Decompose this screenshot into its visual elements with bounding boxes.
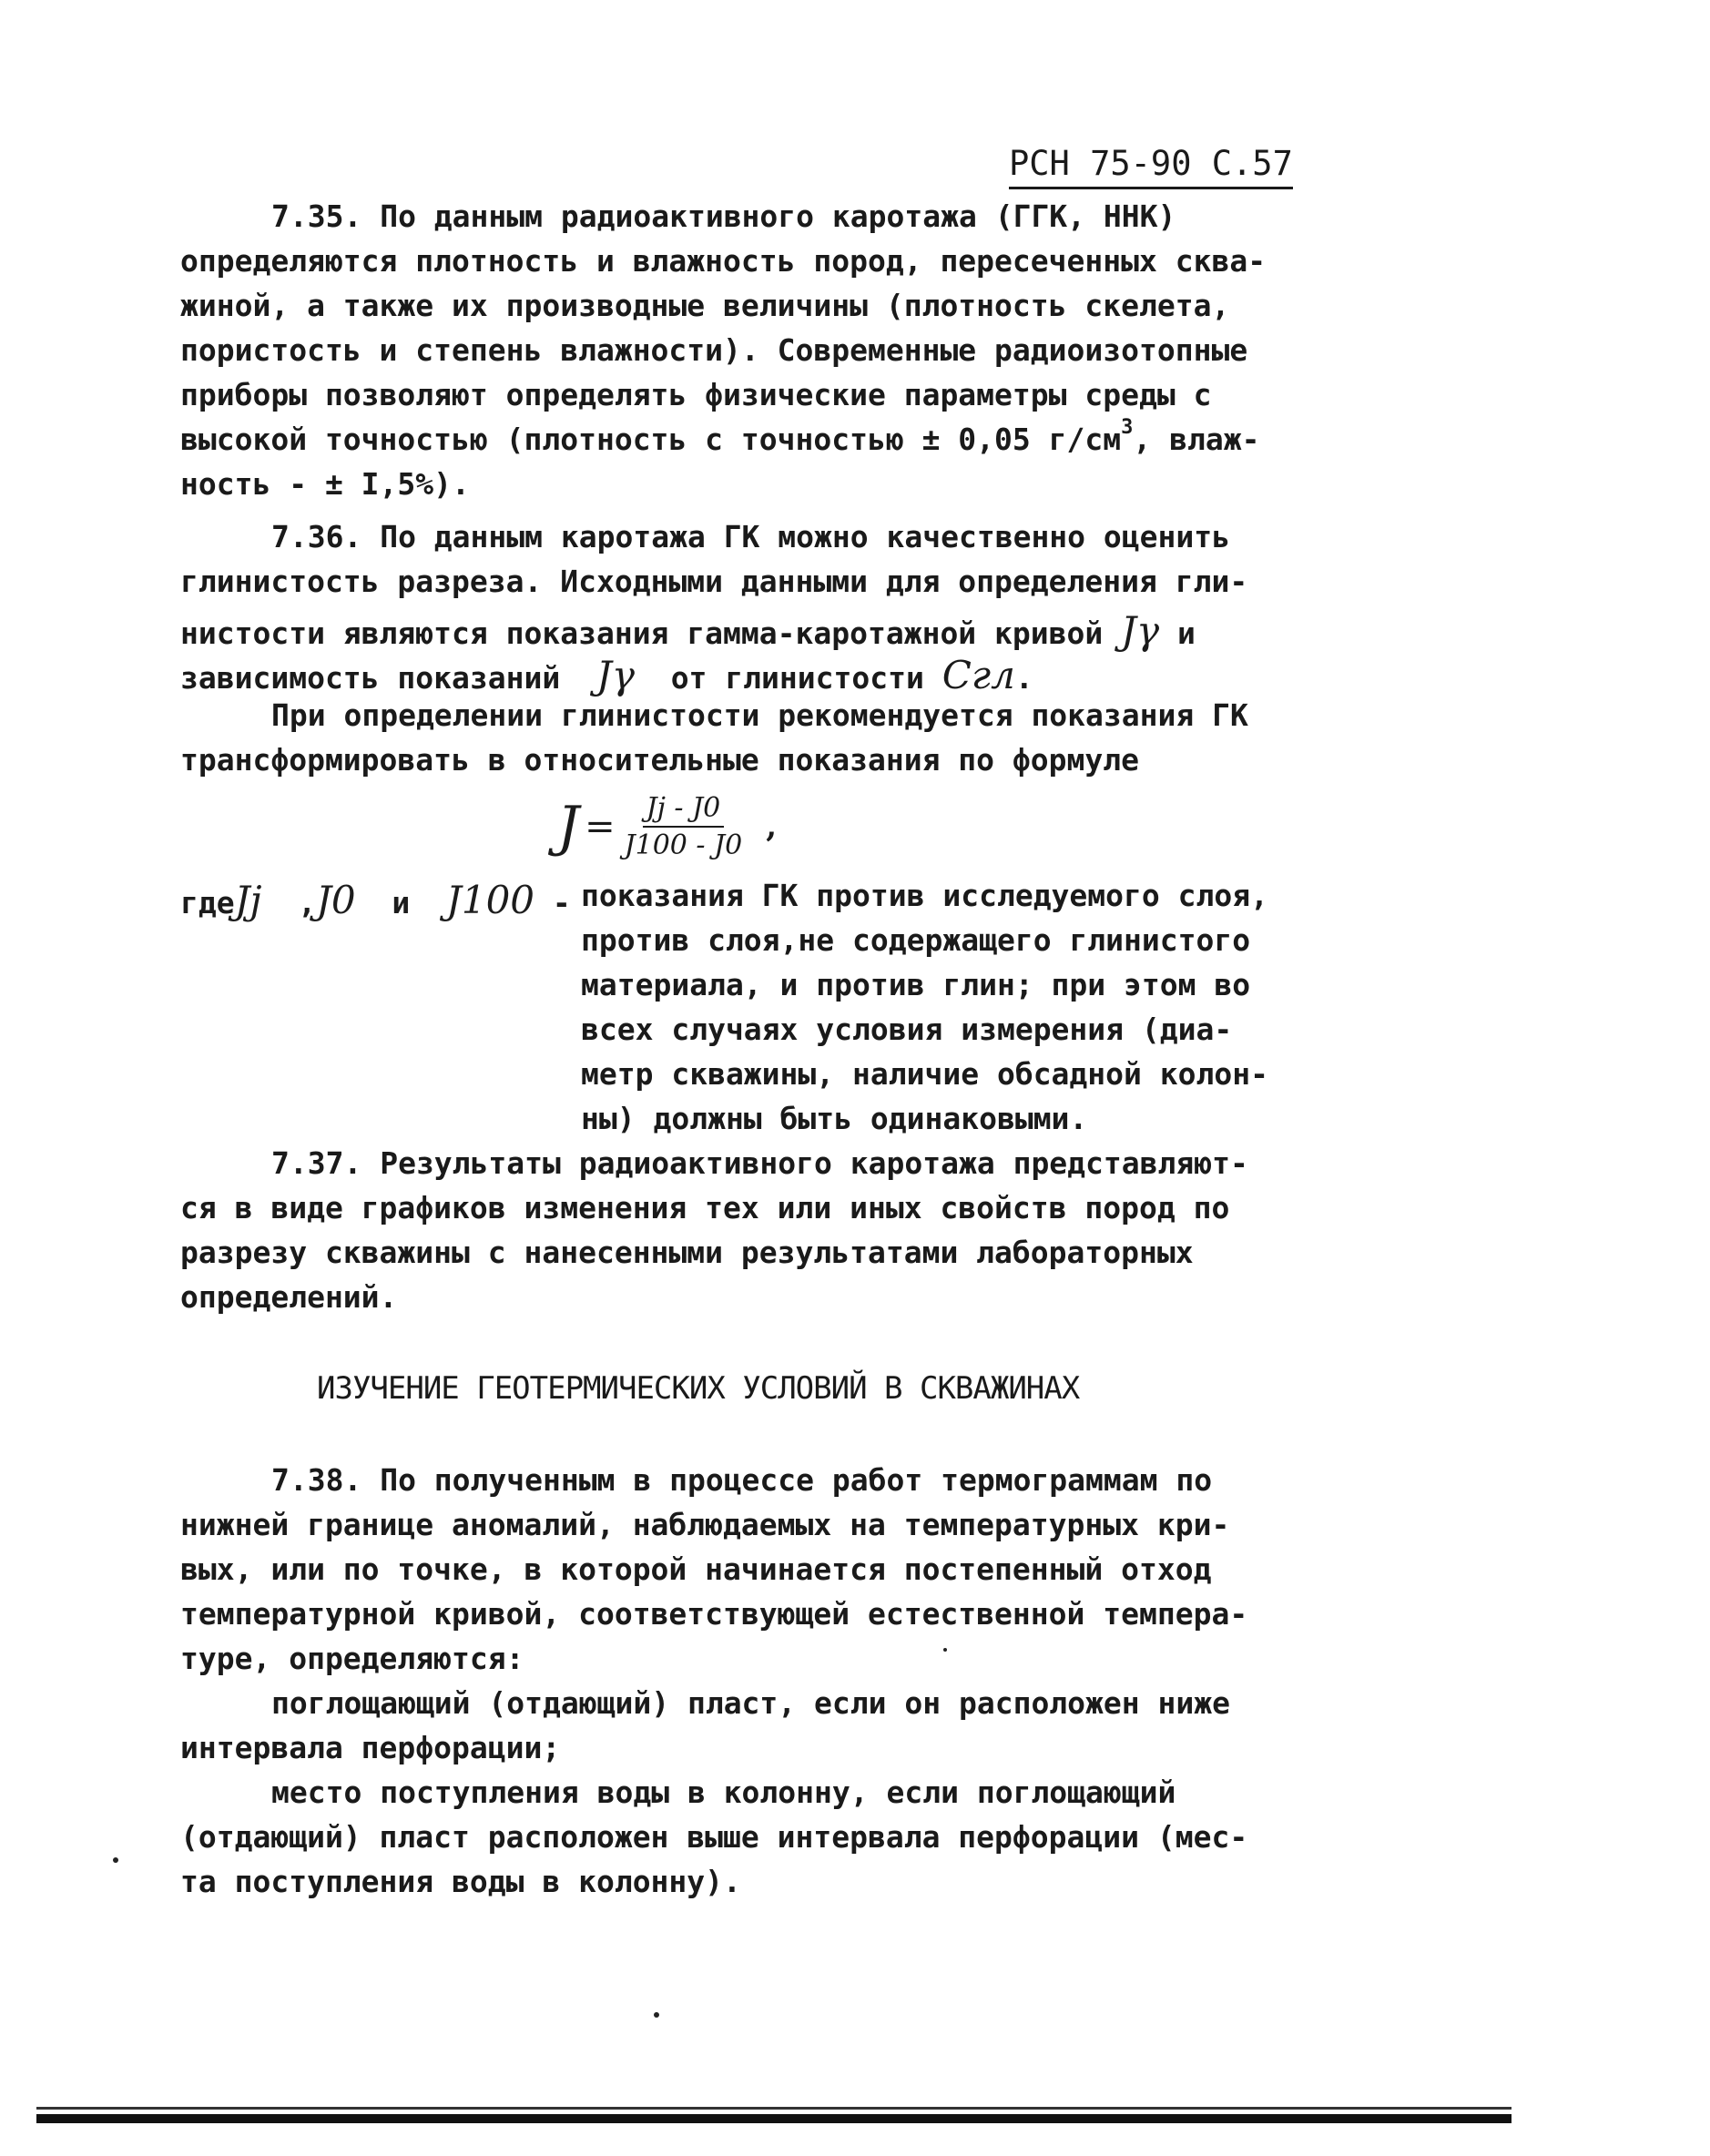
symbol-j-gamma: Jγ [1121, 608, 1160, 653]
text-line: вых, или по точке, в которой начинается постепенный отход [180, 1551, 1212, 1587]
text-line: разрезу скважины с нанесенными результатами лабораторных [180, 1235, 1194, 1270]
text-line: ся в виде графиков изменения тех или иных свойств пород по [180, 1190, 1230, 1225]
text-line: поглощающий (отдающий) пласт, если он расположен ниже [271, 1685, 1230, 1721]
where-symbols [180, 878, 571, 925]
text-line [180, 416, 1291, 466]
text-line: определяются плотность и влажность пород, пересеченных сква- [180, 243, 1267, 279]
text-line: всех случаях условия измерения (диа- [581, 1012, 1233, 1047]
text-fragment: и [1176, 615, 1196, 651]
text-fragment: от глинистости [670, 660, 924, 696]
text-line: 7.38. По полученным в процессе работ термограммам по [271, 1462, 1213, 1498]
text-line: ны) должны быть одинаковыми. [581, 1101, 1088, 1136]
text-line: материала, и против глин; при этом во [581, 967, 1251, 1002]
symbol-j-gamma: Jγ [595, 653, 635, 697]
text-line: жиной, а также их производные величины (плотность скелета, [180, 288, 1230, 323]
symbol-j-j: Jj [234, 878, 262, 922]
formula-equals: = [585, 806, 616, 848]
formula [557, 792, 777, 861]
text-line: нижней границе аномалий, наблюдаемых на температурных кри- [180, 1507, 1230, 1542]
paragraph-definition [180, 697, 1291, 787]
text-line: место поступления воды в колонну, если поглощающий [271, 1775, 1176, 1810]
text-line: показания ГК против исследуемого слоя, [581, 878, 1268, 913]
bottom-rule [36, 2114, 1512, 2123]
text-fragment: . [1014, 660, 1033, 696]
text-line: трансформировать в относительные показания по формуле [180, 742, 1139, 778]
text-line: метр скважины, наличие обсадной колон- [581, 1056, 1268, 1092]
superscript: 3 [1121, 416, 1134, 439]
text-fragment: и [392, 885, 411, 920]
text-line [180, 608, 1291, 653]
page-header: РСН 75-90 С.57 [1009, 144, 1293, 189]
text-line: 7.36. По данным каротажа ГК можно качественно оценить [271, 519, 1230, 554]
text-line: (отдающий) пласт расположен выше интервала перфорации (мес- [180, 1819, 1248, 1855]
text-line: против слоя,не содержащего глинистого [581, 922, 1251, 958]
text-fragment: высокой точностью (плотность с точностью ± 0,05 г/см [180, 422, 1122, 457]
formula-lhs: J [557, 795, 580, 859]
text-line: температурной кривой, соответствующей естественной темпера- [180, 1596, 1248, 1632]
formula-numerator: Jj - J0 [643, 792, 725, 828]
text-line: та поступления воды в колонну). [180, 1864, 741, 1899]
text-fragment: зависимость показаний [180, 660, 561, 696]
symbol-j-0: J0 [316, 878, 356, 922]
text-line: определений. [180, 1279, 398, 1315]
text-line: пористость и степень влажности). Современные радиоизотопные [180, 332, 1248, 368]
paragraph-7-36 [180, 519, 1291, 697]
where-description [581, 878, 1291, 1145]
scan-speck [943, 1648, 947, 1652]
scan-speck [113, 1857, 118, 1863]
text-line [180, 653, 1291, 697]
text-fragment: - [552, 885, 571, 920]
text-line: глинистость разреза. Исходными данными для определения гли- [180, 564, 1248, 599]
text-line: 7.37. Результаты радиоактивного каротажа представляют- [271, 1145, 1248, 1181]
bottom-rule-thin [36, 2107, 1512, 2110]
text-line: приборы позволяют определять физические параметры среды с [180, 377, 1212, 412]
paragraph-7-38 [180, 1462, 1291, 1908]
text-line: При определении глинистости рекомендуется показания ГК [271, 697, 1248, 733]
formula-fraction [621, 792, 747, 861]
symbol-c-gl: Cгл [942, 653, 1015, 697]
paragraph-7-37 [180, 1145, 1291, 1324]
formula-denominator: J100 - J0 [624, 829, 743, 861]
text-fragment: нистости являются показания гамма-каротажной кривой [180, 615, 1104, 651]
section-heading: ИЗУЧЕНИЕ ГЕОТЕРМИЧЕСКИХ УСЛОВИЙ В СКВАЖИНАХ [317, 1370, 1080, 1407]
symbol-j-100: J100 [446, 878, 535, 922]
formula-comma: , [766, 808, 778, 845]
text-line: туре, определяются: [180, 1641, 524, 1676]
text-fragment: , [298, 885, 317, 920]
text-fragment: где [180, 885, 235, 920]
text-line: ность - ± I,5%). [180, 466, 470, 502]
paragraph-7-35 [180, 198, 1291, 511]
text-fragment: , влаж- [1133, 422, 1260, 457]
text-line: 7.35. По данным радиоактивного каротажа (ГГК, ННК) [271, 198, 1176, 234]
text-line: интервала перфорации; [180, 1730, 561, 1765]
scan-speck [654, 2012, 659, 2018]
